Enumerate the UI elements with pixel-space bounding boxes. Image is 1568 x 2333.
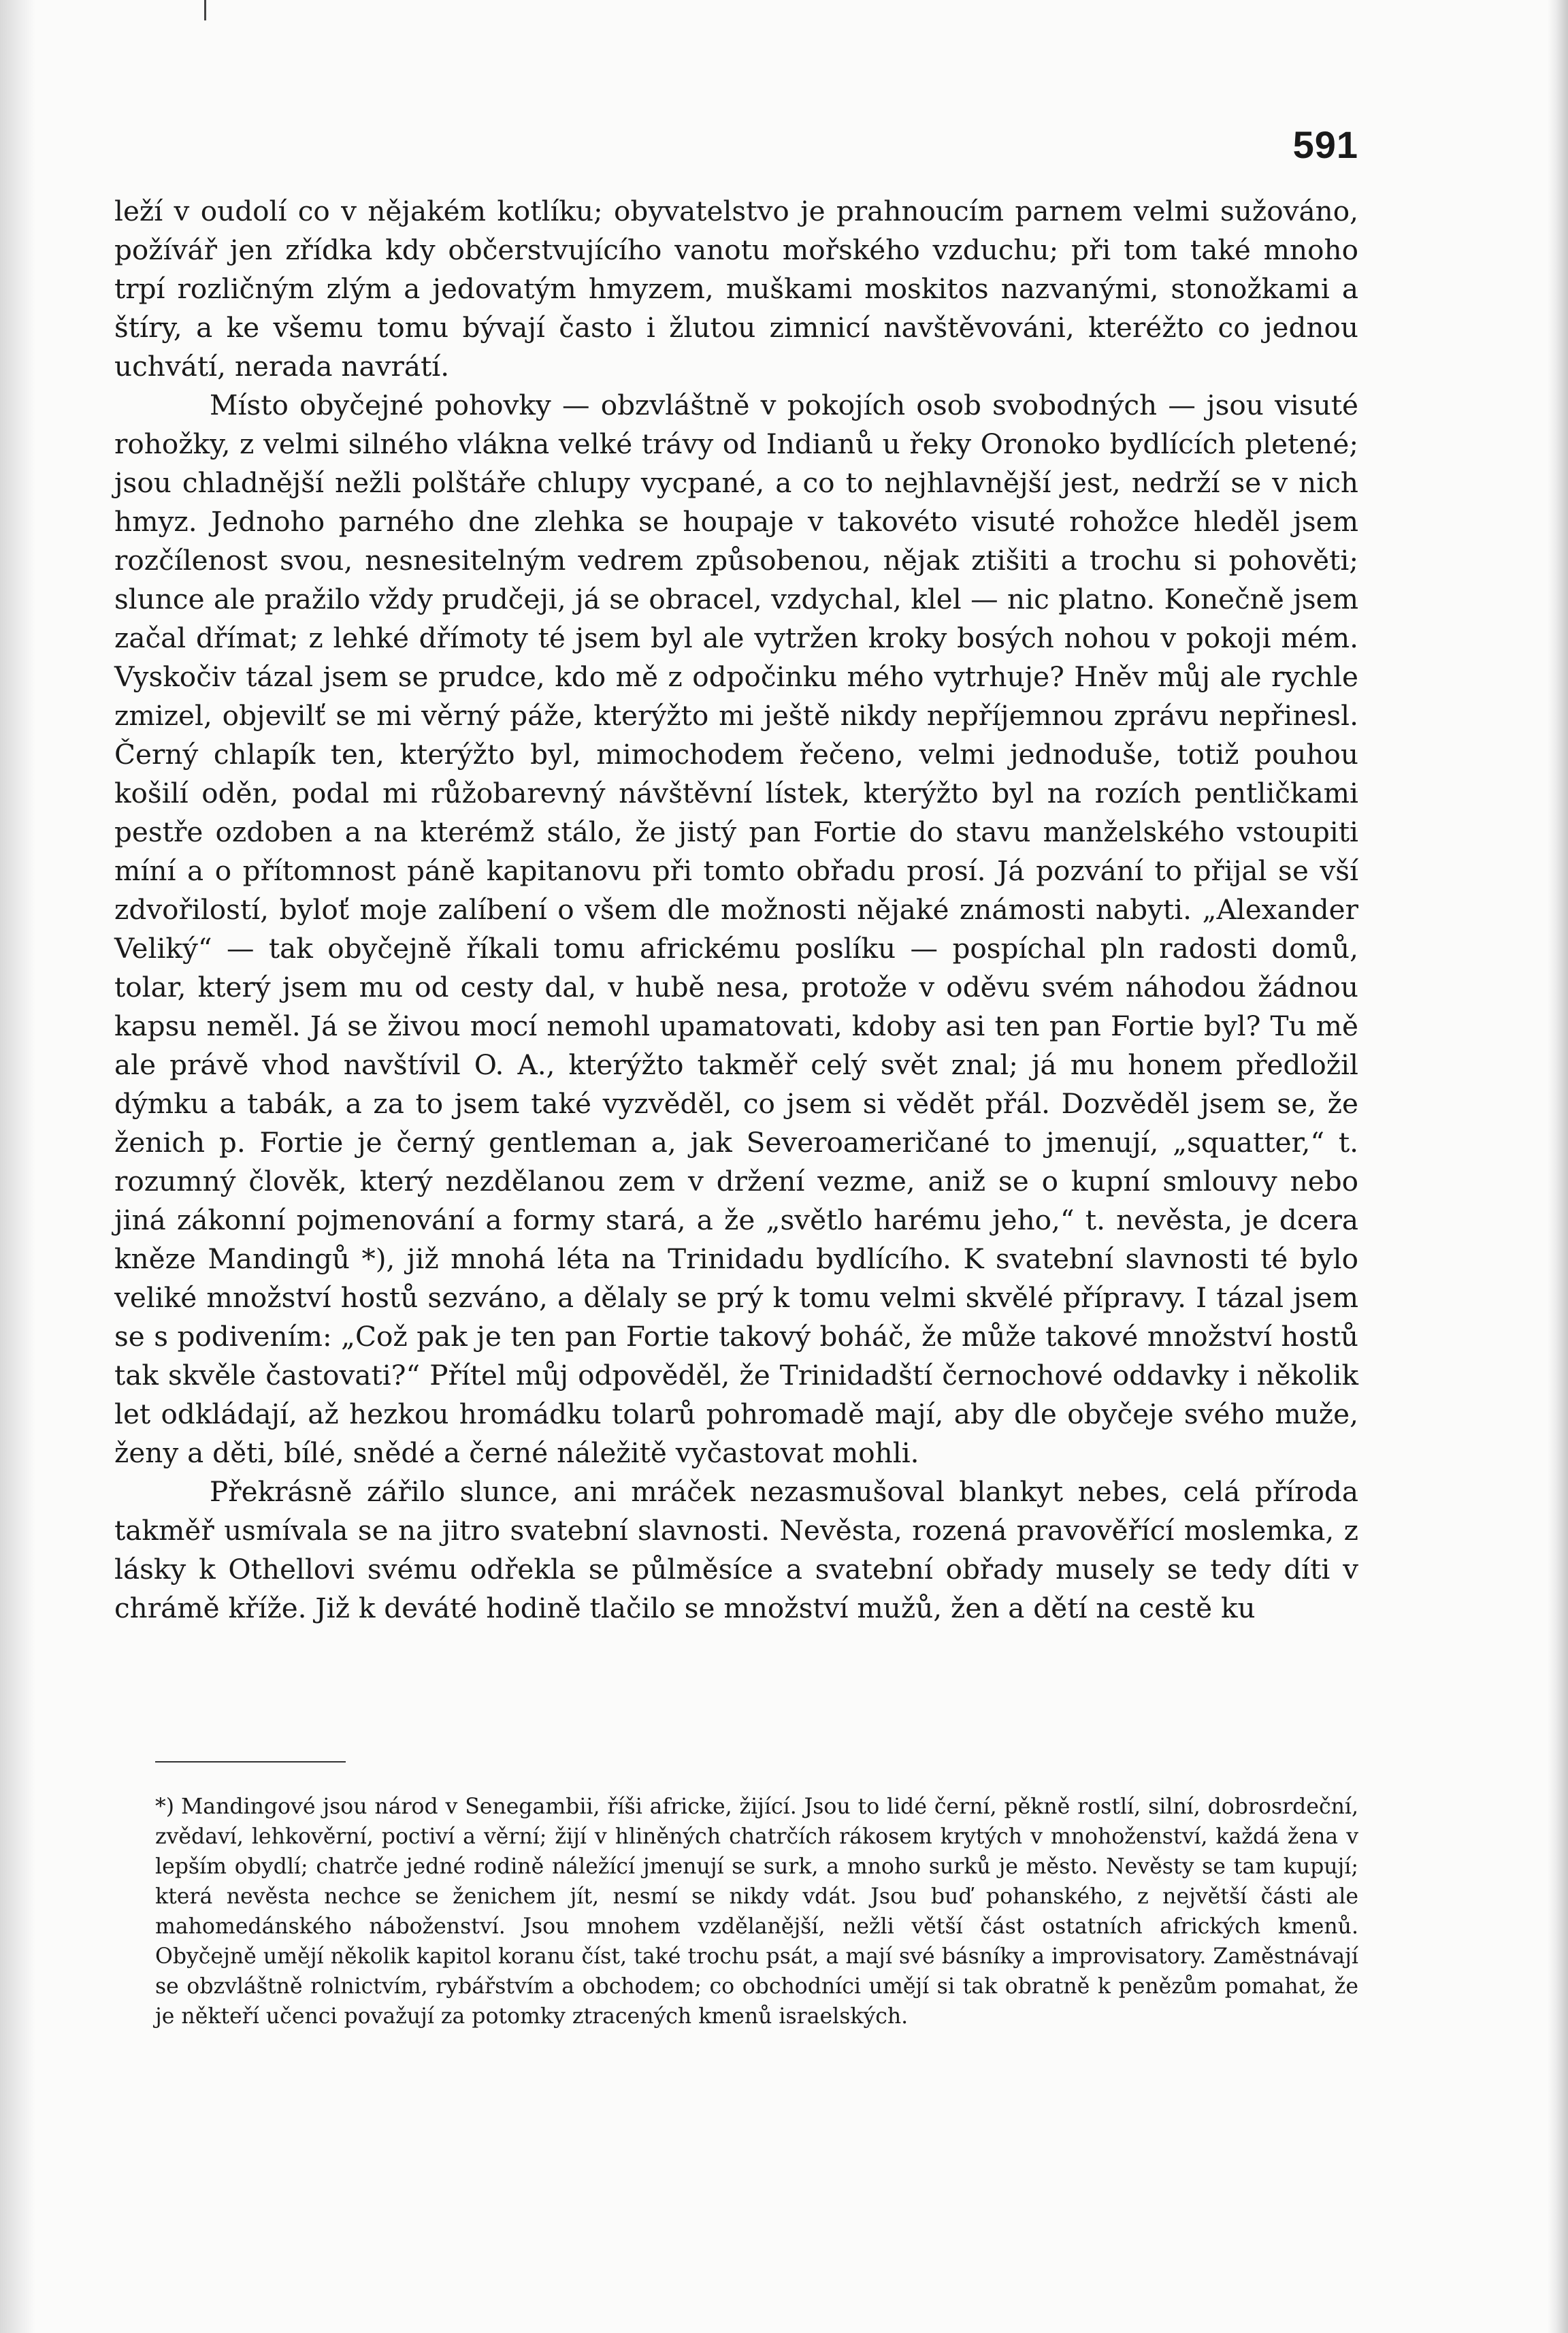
page-number: 591: [1292, 123, 1358, 166]
footnote-divider: [155, 1761, 346, 1763]
footnote: [155, 1792, 1358, 2031]
footnote-paragraph: [155, 1792, 1358, 2031]
page-right-edge-shadow: [1548, 0, 1568, 2333]
paragraph-wedding-invitation: Místo obyčejné pohovky — obzvláštně v pokojích osob svobodných — jsou visuté rohožky, z velmi silného vlákna velké trávy od Indianů u řeky Oronoko bydlících pletené; jsou chladnější nežli polštáře chlupy vycpané, a co to nejhlavnější jest, nedrží se v nich hmyz. Jednoho parného dne zlehka se houpaje v takovéto visuté rohožce hleděl jsem rozčílenost svou, nesnesitelným vedrem způsobenou, nějak ztišiti a trochu si pohověti; slunce ale pražilo vždy prudčeji, já se obracel, vzdychal, klel — nic platno. Konečně jsem začal dřímat; z lehké dřímoty té jsem byl ale vytržen kroky bosých nohou v pokoji mém. Vyskočiv tázal jsem se prudce, kdo mě z odpočinku mého vytrhuje? Hněv můj ale rychle zmizel, objevilť se mi věrný páže, kterýžto mi ještě nikdy nepříjemnou zprávu nepřinesl. Černý chlapík ten, kterýžto byl, mimochodem řečeno, velmi jednoduše, totiž pouhou košilí oděn, podal mi růžobarevný návštěvní lístek, kterýžto byl na rozích pentličkami pestře ozdoben a na kterémž stálo, že jistý pan Fortie do stavu manželského vstoupiti míní a o přítomnost páně kapitanovu při tomto obřadu prosí. Já pozvání to přijal se vší zdvořilostí, byloť moje zalíbení o všem dle možnosti nějaké známosti nabyti. „Alexander Veliký“ — tak obyčejně říkali tomu africkému poslíku — pospíchal pln radosti domů, tolar, který jsem mu od cesty dal, v hubě nesa, protože v oděvu svém náhodou žádnou kapsu neměl. Já se živou mocí nemohl upamatovati, kdoby asi ten pan Fortie byl? Tu mě ale právě vhod navštívil O. A., kterýžto takměř celý svět znal; já mu honem předložil dýmku a tabák, a za to jsem také vyzvěděl, co jsem si vědět přál. Dozvěděl jsem se, že ženich p. Fortie je černý gentleman a, jak Severoameričané to jmenují, „squatter,“ t. rozumný člověk, který nezdělanou zem v držení vezme, aniž se o kupní smlouvy nebo jiná zákonní pojmenování a formy stará, a že „světlo harému jeho,“ t. nevěsta, je dcera kněze Mandingů *), již mnohá léta na Trinidadu bydlícího. K svatební slavnosti té bylo veliké množství hostů sezváno, a dělaly se prý k tomu velmi skvělé přípravy. I tázal jsem se s podivením: „Což pak je ten pan Fortie takový boháč, že může takové množství hostů tak skvěle častovati?“ Přítel můj odpověděl, že Trinidadští černochové oddavky i několik let odkládají, až hezkou hromádku tolarů pohromadě mají, aby dle obyčeje svého muže, ženy a děti, bílé, snědé a černé náležitě vyčastovat mohli.: [114, 389, 1358, 1469]
footnote-mark: *): [155, 1795, 175, 1819]
page-left-edge-shadow: [0, 0, 35, 2333]
paragraph-wedding-morning: Překrásně zářilo slunce, ani mráček nezasmušoval blankyt nebes, celá příroda takměř usmívala se na jitro svatební slavnosti. Nevěsta, rozená pravověřící moslemka, z lásky k Othellovi svému odřekla se půlměsíce a svatební obřady musely se tedy díti v chrámě kříže. Již k deváté hodině tlačilo se množství mužů, žen a dětí na cestě ku: [114, 1475, 1358, 1624]
footnote-text: Mandingové jsou národ v Senegambii, říši africke, žijící. Jsou to lidé černí, pěkně rostlí, silní, dobrosrdeční, zvědaví, lehkověrní, poctiví a věrní; žijí v hliněných chatrčích rákosem krytých v mnohoženství, každá žena v lepším obydlí; chatrče jedné rodině náležící jmenují se surk, a mnoho surků je město. Nevěsty se tam kupují; která nevěsta nechce se ženichem jít, nesmí se nikdy vdát. Jsou buď pohanského, z největší části ale mahomedánského náboženství. Jsou mnohem vzdělanější, nežli větší část ostatních afrických kmenů. Obyčejně umějí několik kapitol koranu číst, také trochu psát, a mají své básníky a improvisatory. Zaměstnávají se obzvláštně rolnictvím, rybářstvím a obchodem; co obchodníci umějí si tak obratně k penězům pomahat, že je někteří učenci považují za potomky ztracených kmenů israelských.: [155, 1795, 1358, 2029]
body-text: [114, 192, 1358, 1628]
page-top-mark: [204, 0, 206, 20]
paragraph-continuation: leží v oudolí co v nějakém kotlíku; obyvatelstvo je prahnoucím parnem velmi sužováno, požívář jen zřídka kdy občerstvujícího vanotu mořského vzduchu; při tom také mnoho trpí rozličným zlým a jedovatým hmyzem, muškami moskitos nazvanými, stonožkami a štíry, a ke všemu tomu bývají často i žlutou zimnicí navštěvováni, kteréžto co jednou uchvátí, nerada navrátí.: [114, 195, 1358, 383]
